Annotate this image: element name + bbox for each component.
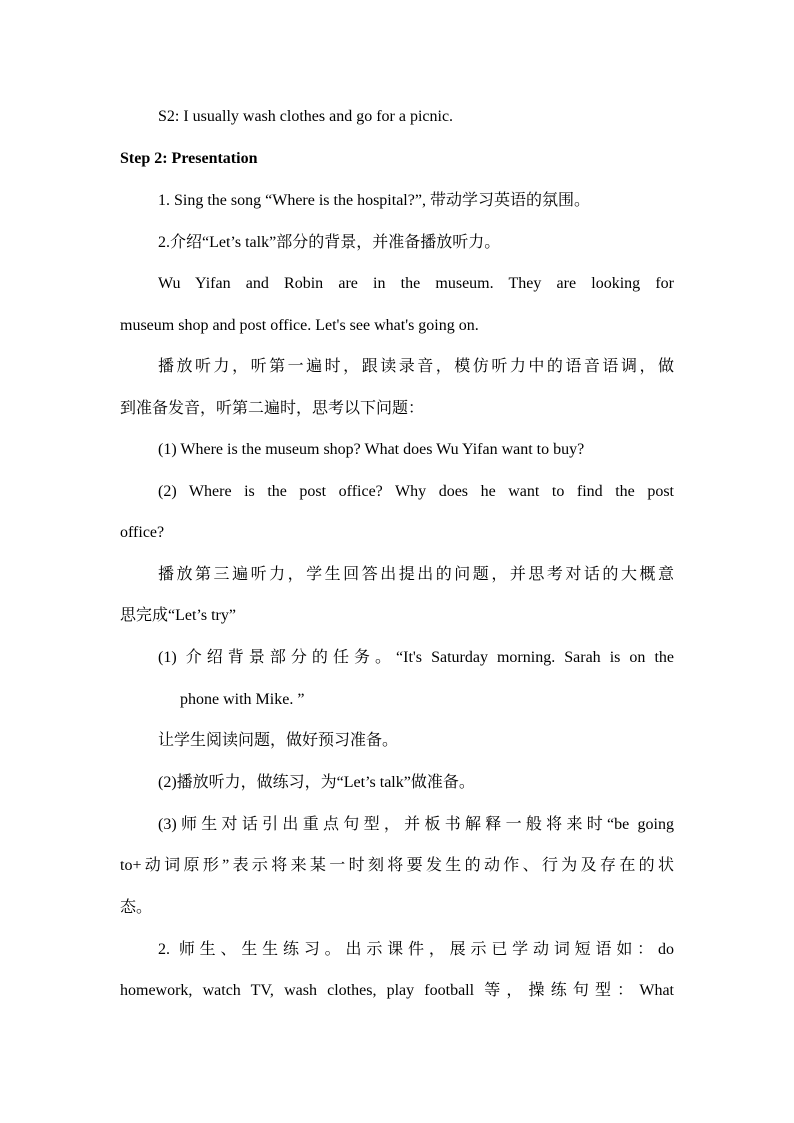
- paragraph-line: 到准备发音，听第二遍时，思考以下问题：: [120, 400, 425, 417]
- paragraph-line: 让学生阅读问题，做好预习准备。: [158, 732, 399, 749]
- paragraph-line: 播放听力，听第一遍时，跟读录音，模仿听力中的语音语调，做: [158, 358, 674, 375]
- list-item-line: (2)播放听力，做练习，为“Let’s talk”做准备。: [158, 774, 475, 791]
- step-heading: Step 2: Presentation: [120, 150, 258, 167]
- paragraph-line: Wu Yifan and Robin are in the museum. They are looking for: [158, 275, 674, 292]
- list-item-line: 态。: [120, 899, 153, 916]
- list-item-line: phone with Mike. ”: [180, 691, 305, 708]
- list-item-line: (3)师生对话引出重点句型，并板书解释一般将来时“be going: [158, 816, 674, 833]
- paragraph-line: 2. 师生、生生练习。出示课件，展示已学动词短语如：do: [158, 941, 674, 958]
- paragraph-line: 思完成“Let’s try”: [120, 607, 236, 624]
- question-line: (2) Where is the post office? Why does he want to find the post: [158, 483, 674, 500]
- paragraph-line: 播放第三遍听力，学生回答出提出的问题，并思考对话的大概意: [158, 566, 674, 583]
- paragraph-line: homework, watch TV, wash clothes, play football 等，操练句型：What: [120, 982, 674, 999]
- paragraph-line: museum shop and post office. Let's see what's going on.: [120, 317, 479, 334]
- paragraph-line: 2.介绍“Let’s talk”部分的背景，并准备播放听力。: [158, 234, 501, 251]
- paragraph-line: 1. Sing the song “Where is the hospital?”, 带动学习英语的氛围。: [158, 192, 590, 209]
- question-line: (1) Where is the museum shop? What does Wu Yifan want to buy?: [158, 441, 585, 458]
- list-item-line: to+动词原形”表示将来某一时刻将要发生的动作、行为及存在的状: [120, 857, 674, 874]
- list-item-line: (1) 介绍背景部分的任务。“It's Saturday morning. Sarah is on the: [158, 649, 674, 666]
- dialogue-line-s2: S2: I usually wash clothes and go for a picnic.: [158, 108, 454, 125]
- question-line: office?: [120, 524, 165, 541]
